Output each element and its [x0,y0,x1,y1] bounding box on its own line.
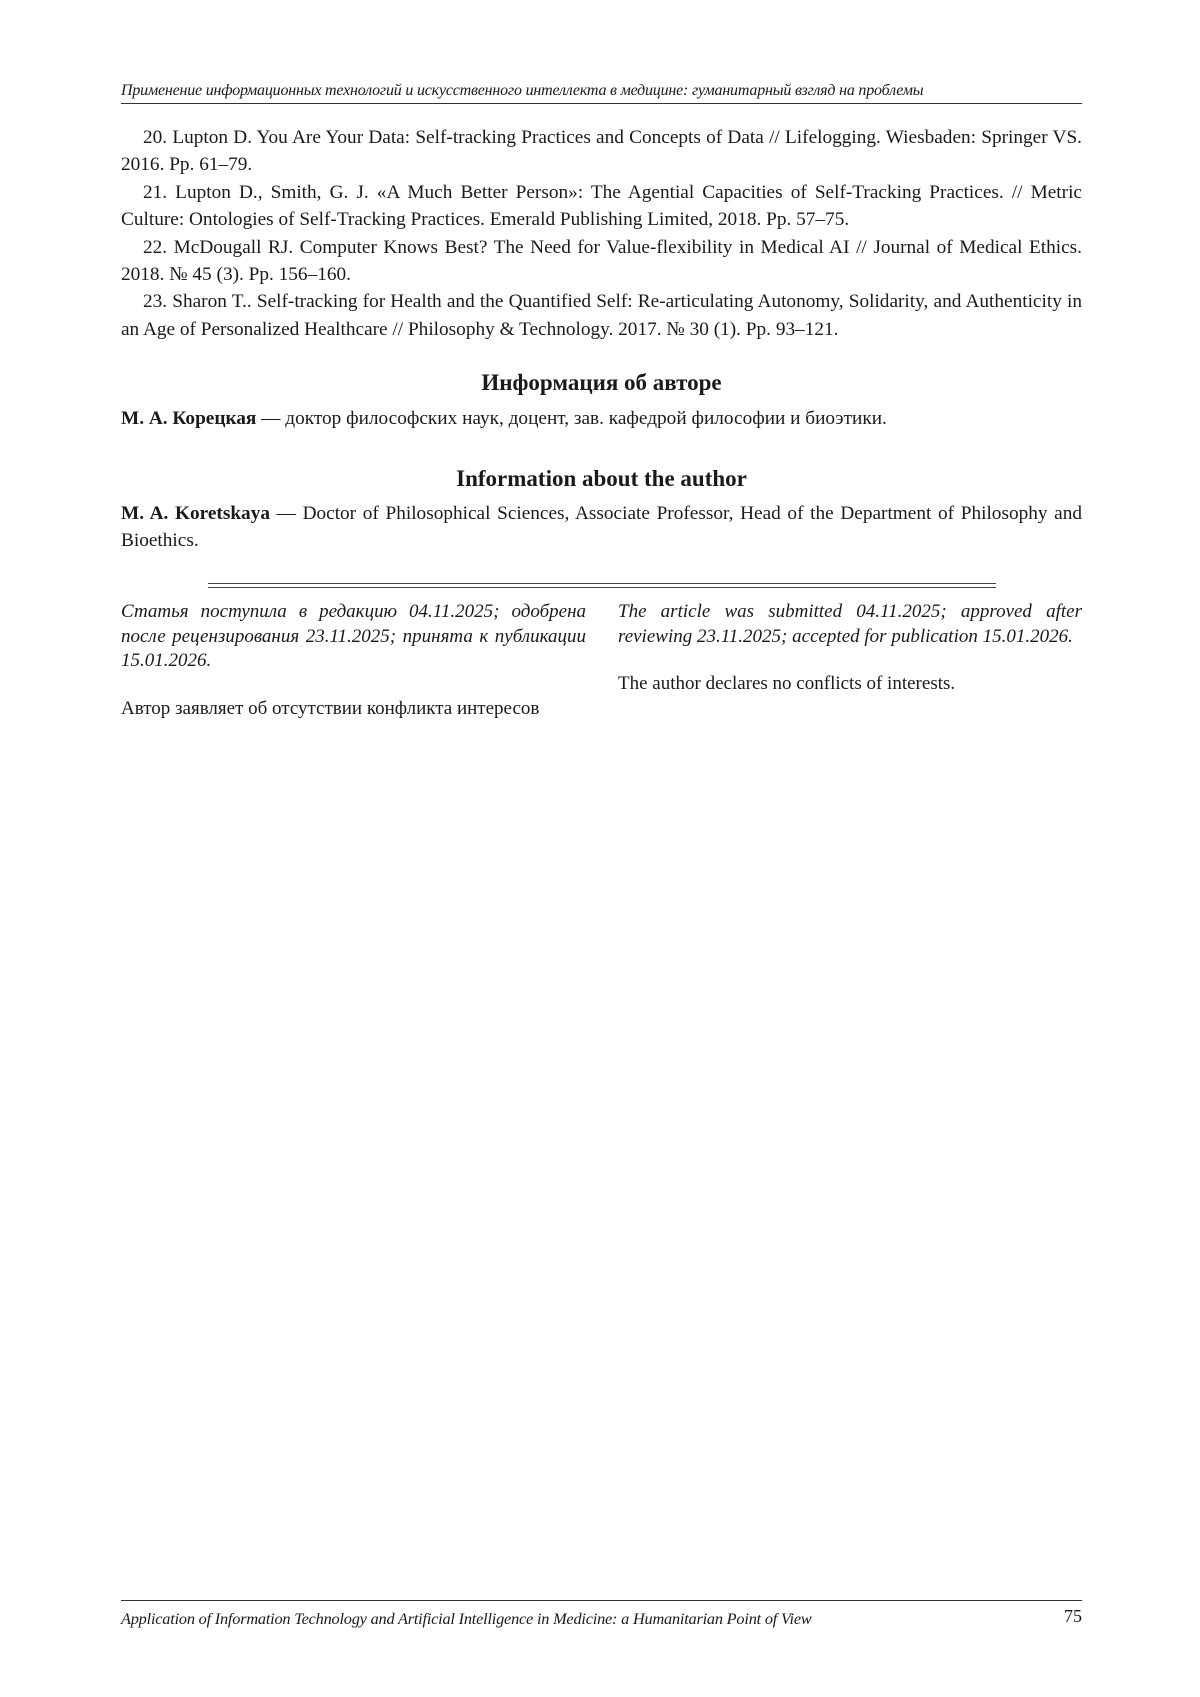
article-info-column-ru [121,600,586,721]
author-description-ru: — доктор философских наук, доцент, зав. кафедрой философии и биоэтики. [256,408,887,429]
author-info-heading-ru: Информация об авторе [481,370,722,395]
author-info-heading-en: Information about the author [456,466,747,491]
author-info-en [121,500,1082,555]
author-name-ru: М. А. Корецкая [121,408,257,429]
conflict-statement-ru: Автор заявляет об отсутствии конфликта интересов [121,697,540,719]
article-info-column-en [618,600,1082,697]
reference-item-23: 23. Sharon T.. Self-tracking for Health and the Quantified Self: Re-articulating Autonomy, Solidarity, and Authenticity in an Age of Personalized Healthcare // Philosophy & Technology. 2017. № 30 (1). Pp. 93–121. [121,291,1082,340]
footer-journal-title: Application of Information Technology and Artificial Intelligence in Medicine: a Humanitarian Point of View [121,1609,812,1628]
footer-rule [121,1600,1082,1601]
reference-item-20: 20. Lupton D. You Are Your Data: Self-tracking Practices and Concepts of Data // Lifelogging. Wiesbaden: Springer VS. 2016. Pp. 61–79. [121,127,1082,176]
author-info-ru [121,405,1082,432]
header-rule [121,103,1082,104]
double-divider [208,583,996,588]
page-number: 75 [1064,1606,1082,1626]
running-header: Применение информационных технологий и искусственного интеллекта в медицине: гуманитарный взгляд на проблемы [121,82,924,99]
article-dates-ru: Статья поступила в редакцию 04.11.2025; одобрена после рецензирования 23.11.2025; принята к публикации 15.01.2026. [121,601,586,671]
author-name-en: M. A. Koretskaya [121,503,270,524]
article-dates-en: The article was submitted 04.11.2025; approved after reviewing 23.11.2025; accepted for publication 15.01.2026. [618,601,1082,647]
author-description-en: — Doctor of Philosophical Sciences, Associate Professor, Head of the Department of Philosophy and Bioethics. [121,503,1082,552]
reference-item-21: 21. Lupton D., Smith, G. J. «A Much Better Person»: The Agential Capacities of Self-Tracking Practices. // Metric Culture: Ontologies of Self-Tracking Practices. Emerald Publishing Limited, 2018. Pp. 57–75. [121,181,1082,231]
conflict-statement-en: The author declares no conflicts of interests. [618,673,956,694]
reference-list [121,124,1082,343]
reference-item-22: 22. McDougall RJ. Computer Knows Best? The Need for Value-flexibility in Medical AI // Journal of Medical Ethics. 2018. № 45 (3). Pp. 156–160. [121,236,1082,286]
